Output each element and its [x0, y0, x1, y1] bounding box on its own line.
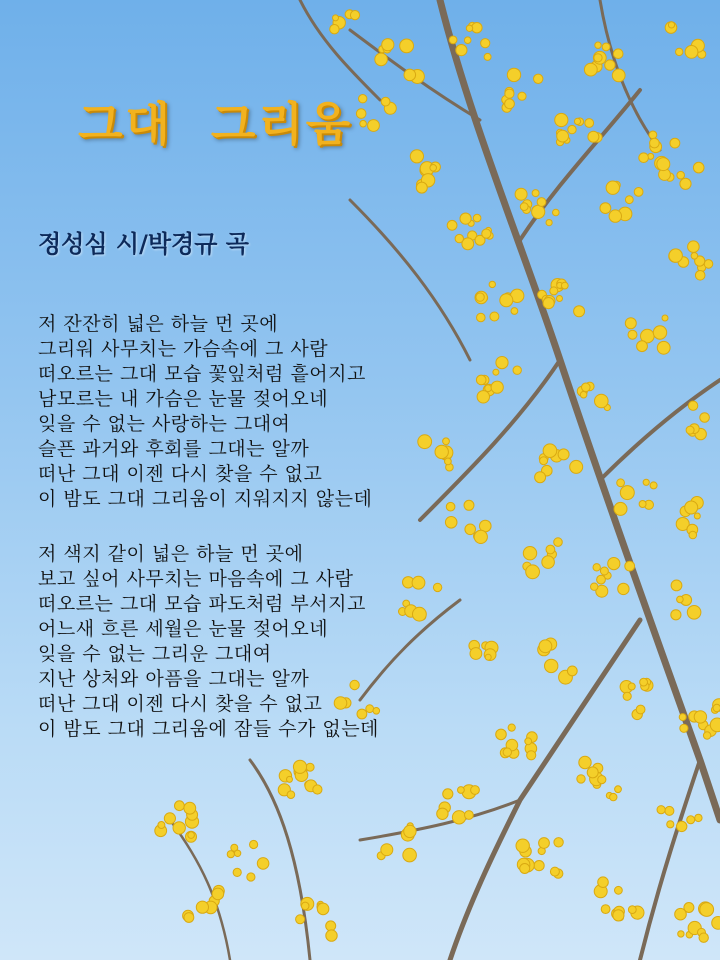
blossom-flower	[580, 391, 587, 398]
blossom-flower	[668, 22, 674, 28]
blossom-cluster	[377, 823, 416, 862]
blossom-cluster	[655, 156, 704, 189]
blossom-cluster	[496, 724, 538, 760]
blossom-cluster	[675, 902, 720, 943]
lyric-line: 이 밤도 그대 그리움이 지워지지 않는데	[38, 488, 373, 510]
blossom-flower	[247, 873, 255, 881]
blossom-flower	[458, 787, 465, 794]
blossom-cluster	[555, 113, 602, 145]
blossom-flower	[539, 838, 550, 849]
blossom-flower	[679, 714, 686, 721]
blossom-flower	[595, 42, 601, 48]
blossom-flower	[550, 287, 558, 295]
blossom-flower	[554, 538, 563, 547]
blossom-flower	[613, 49, 623, 59]
blossom-cluster	[686, 401, 709, 440]
blossom-flower	[513, 366, 521, 374]
blossom-flower	[473, 214, 481, 222]
blossom-flower	[481, 39, 490, 48]
blossom-flower	[175, 801, 185, 811]
blossom-flower	[534, 861, 544, 871]
lyric-line: 떠오르는 그대 모습 파도처럼 부서지고	[38, 593, 366, 615]
blossom-flower	[250, 840, 258, 848]
blossom-flower	[601, 905, 610, 914]
blossom-flower	[628, 906, 636, 914]
blossom-flower	[594, 54, 602, 62]
blossom-flower	[184, 802, 196, 814]
blossom-flower	[608, 558, 620, 570]
blossom-flower	[188, 832, 195, 839]
blossom-flower	[677, 596, 684, 603]
blossom-flower	[678, 931, 684, 937]
blossom-flower	[527, 751, 536, 760]
blossom-flower	[543, 298, 554, 309]
blossom-cluster	[591, 558, 635, 598]
blossom-flower	[460, 213, 471, 224]
blossom-flower	[680, 178, 691, 189]
blossom-flower	[628, 683, 635, 690]
blossom-flower	[484, 53, 491, 60]
blossom-flower	[700, 413, 710, 423]
blossom-flower	[430, 165, 437, 172]
blossom-flower	[359, 95, 367, 103]
blossom-flower	[710, 718, 720, 732]
blossom-flower	[403, 848, 417, 862]
blossom-flower	[464, 37, 471, 44]
blossom-flower	[676, 48, 683, 55]
blossom-flower	[637, 341, 648, 352]
blossom-flower	[526, 565, 540, 579]
blossom-flower	[689, 531, 697, 539]
blossom-flower	[535, 472, 546, 483]
blossom-flower	[452, 811, 465, 824]
blossom-flower	[500, 294, 513, 307]
lyric-line: 이 밤도 그대 그리움에 잠들 수가 없는데	[38, 718, 379, 740]
blossom-flower	[404, 825, 416, 837]
blossom-flower	[449, 36, 457, 44]
blossom-cluster	[437, 785, 480, 824]
blossom-flower	[330, 25, 339, 34]
blossom-flower	[356, 109, 366, 119]
blossom-flower	[657, 806, 665, 814]
blossom-cluster	[625, 315, 670, 354]
blossom-cluster	[669, 241, 713, 280]
lyric-line: 떠난 그대 이젠 다시 찾을 수 없고	[38, 693, 323, 715]
blossom-flower	[553, 209, 560, 216]
lyric-line: 저 색지 같이 넓은 하늘 먼 곳에	[38, 543, 304, 565]
blossom-flower	[639, 153, 649, 163]
blossom-flower	[657, 341, 670, 354]
blossom-flower	[511, 308, 518, 315]
blossom-flower	[375, 53, 388, 66]
lyrics-block	[38, 312, 498, 772]
blossom-flower	[561, 282, 568, 289]
blossom-flower	[675, 908, 687, 920]
blossom-flower	[368, 120, 380, 132]
blossom-flower	[550, 867, 559, 876]
blossom-flower	[588, 131, 599, 142]
blossom-cluster	[577, 382, 610, 411]
blossom-flower	[503, 748, 511, 756]
blossom-flower	[691, 253, 698, 260]
blossom-flower	[212, 888, 224, 900]
blossom-flower	[537, 198, 546, 207]
blossom-flower	[350, 11, 359, 20]
blossom-flower	[640, 678, 648, 686]
blossom-flower	[287, 776, 293, 782]
blossom-flower	[570, 460, 583, 473]
blossom-flower	[677, 171, 685, 179]
blossom-flower	[677, 821, 687, 831]
blossom-flower	[567, 666, 577, 676]
blossom-flower	[158, 822, 165, 829]
blossom-flower	[688, 401, 697, 410]
blossom-flower	[317, 903, 329, 915]
blossom-flower	[579, 756, 591, 768]
blossom-flower	[534, 74, 543, 83]
blossom-flower	[699, 933, 708, 942]
blossom-flower	[662, 315, 668, 321]
blossom-flower	[625, 561, 635, 571]
blossom-flower	[609, 210, 621, 222]
blossom-cluster	[155, 801, 199, 843]
blossom-flower	[593, 564, 600, 571]
blossom-flower	[568, 125, 576, 133]
blossom-cluster	[600, 181, 643, 222]
blossom-flower	[687, 816, 695, 824]
blossom-flower	[381, 844, 393, 856]
blossom-flower	[546, 220, 552, 226]
blossom-flower	[520, 203, 528, 211]
blossom-flower	[257, 858, 269, 870]
blossom-cluster	[375, 39, 425, 84]
blossom-flower	[602, 43, 610, 51]
blossom-flower	[618, 583, 629, 594]
blossom-flower	[539, 640, 552, 653]
blossom-flower	[542, 556, 555, 569]
blossom-flower	[404, 69, 416, 81]
blossom-flower	[636, 705, 645, 714]
blossom-flower	[466, 25, 472, 31]
blossom-flower	[686, 426, 694, 434]
lyric-line: 저 잔잔히 넓은 하늘 먼 곳에	[38, 313, 279, 335]
blossom-flower	[639, 501, 646, 508]
blossom-cluster	[183, 885, 225, 922]
blossom-flower	[585, 119, 594, 128]
song-title: 그대 그리움	[78, 97, 354, 151]
blossom-flower	[558, 449, 569, 460]
blossom-flower	[574, 306, 585, 317]
blossom-flower	[233, 868, 241, 876]
blossom-flower	[713, 704, 720, 711]
blossom-flower	[184, 913, 194, 923]
lyric-line: 보고 싶어 사무치는 마음속에 그 사람	[38, 568, 354, 590]
blossom-flower	[164, 813, 175, 824]
blossom-flower	[620, 486, 634, 500]
blossom-flower	[381, 97, 390, 106]
blossom-flower	[598, 776, 606, 784]
blossom-flower	[704, 260, 713, 269]
blossom-flower	[489, 281, 495, 287]
lyric-line: 떠난 그대 이젠 다시 찾을 수 없고	[38, 463, 323, 485]
blossom-flower	[443, 789, 453, 799]
song-credit: 정성심 시/박경규 곡	[38, 230, 249, 258]
blossom-flower	[471, 786, 480, 795]
blossom-cluster	[535, 444, 583, 483]
blossom-cluster	[676, 497, 703, 539]
lyric-line: 어느새 흐른 세월은 눈물 젖어오네	[38, 618, 329, 640]
blossom-flower	[196, 901, 208, 913]
blossom-flower	[287, 791, 295, 799]
blossom-flower	[326, 930, 337, 941]
blossom-flower	[693, 162, 704, 173]
blossom-flower	[410, 150, 423, 163]
blossom-flower	[591, 583, 598, 590]
blossom-flower	[688, 241, 700, 253]
blossom-flower	[670, 138, 680, 148]
blossom-flower	[545, 659, 558, 672]
blossom-flower	[173, 822, 185, 834]
blossom-cluster	[614, 479, 657, 516]
blossom-flower	[508, 724, 515, 731]
lyric-line: 지난 상처와 아픔을 그대는 알까	[38, 668, 310, 690]
verse-1	[38, 312, 498, 512]
blossom-flower	[472, 23, 482, 33]
blossom-cluster	[516, 838, 563, 879]
blossom-flower	[700, 903, 714, 917]
blossom-cluster	[410, 150, 440, 193]
blossom-flower	[597, 575, 606, 584]
blossom-flower	[447, 220, 457, 230]
blossom-flower	[584, 63, 597, 76]
blossom-flower	[628, 330, 637, 339]
blossom-flower	[523, 547, 536, 560]
blossom-cluster	[620, 678, 653, 719]
blossom-flower	[695, 814, 702, 821]
blossom-flower	[665, 806, 674, 815]
lyric-line: 잊을 수 없는 사랑하는 그대여	[38, 413, 291, 435]
blossom-flower	[669, 249, 682, 262]
blossom-flower	[301, 902, 309, 910]
blossom-cluster	[502, 68, 543, 112]
blossom-flower	[595, 394, 609, 408]
blossom-cluster	[330, 10, 360, 34]
blossom-cluster	[447, 213, 493, 250]
blossom-flower	[587, 767, 598, 778]
lyric-line: 슬픈 과거와 후회를 그대는 알까	[38, 438, 310, 460]
blossom-flower	[456, 45, 467, 56]
blossom-flower	[574, 118, 580, 124]
blossom-flower	[518, 92, 526, 100]
blossom-flower	[625, 318, 636, 329]
blossom-flower	[680, 724, 688, 732]
blossom-flower	[482, 229, 491, 238]
blossom-flower	[515, 188, 527, 200]
blossom-flower	[532, 190, 539, 197]
blossom-flower	[687, 606, 701, 620]
blossom-flower	[476, 293, 484, 301]
blossom-flower	[540, 457, 548, 465]
blossom-flower	[600, 567, 608, 575]
blossom-flower	[694, 513, 700, 519]
blossom-flower	[650, 482, 657, 489]
blossom-cluster	[577, 756, 622, 801]
blossom-flower	[650, 138, 660, 148]
blossom-flower	[382, 39, 394, 51]
blossom-flower	[532, 205, 545, 218]
blossom-flower	[712, 917, 720, 930]
blossom-flower	[505, 99, 515, 109]
blossom-cluster	[227, 840, 269, 881]
blossom-flower	[416, 182, 427, 193]
blossom-flower	[516, 839, 529, 852]
blossom-flower	[671, 610, 681, 620]
lyric-line: 남모르는 내 가슴은 눈물 젖어오네	[38, 388, 329, 410]
blossom-flower	[360, 120, 367, 127]
blossom-flower	[613, 910, 624, 921]
blossom-flower	[671, 580, 682, 591]
blossom-flower	[505, 89, 514, 98]
blossom-flower	[612, 69, 625, 82]
blossom-flower	[437, 808, 448, 819]
blossom-flower	[234, 850, 240, 856]
blossom-cluster	[671, 580, 701, 620]
blossom-flower	[606, 181, 619, 194]
verse-2	[38, 542, 498, 742]
blossom-flower	[600, 203, 611, 214]
blossom-flower	[615, 886, 623, 894]
blossom-cluster	[594, 877, 644, 921]
blossom-flower	[667, 821, 674, 828]
blossom-flower	[546, 545, 555, 554]
blossom-cluster	[538, 638, 577, 684]
blossom-flower	[625, 196, 633, 204]
blossom-flower	[605, 60, 615, 70]
blossom-cluster	[679, 699, 720, 740]
blossom-flower	[400, 39, 414, 53]
blossom-flower	[634, 188, 643, 197]
blossom-flower	[623, 692, 631, 700]
blossom-flower	[649, 131, 657, 139]
blossom-flower	[555, 113, 568, 126]
blossom-flower	[557, 296, 563, 302]
blossom-flower	[617, 479, 625, 487]
blossom-flower	[525, 738, 532, 745]
blossom-flower	[333, 15, 339, 21]
blossom-flower	[598, 877, 609, 888]
blossom-cluster	[356, 95, 396, 132]
blossom-flower	[543, 444, 557, 458]
blossom-flower	[685, 501, 698, 514]
blossom-flower	[507, 68, 520, 81]
blossom-flower	[685, 46, 698, 59]
blossom-cluster	[584, 42, 625, 82]
blossom-flower	[653, 326, 666, 339]
blossom-flower	[455, 234, 463, 242]
lyric-line: 그리워 사무치는 가슴속에 그 사람	[38, 338, 329, 360]
blossom-flower	[695, 271, 705, 281]
blossom-flower	[313, 785, 322, 794]
blossom-flower	[557, 130, 569, 142]
blossom-flower	[694, 711, 706, 723]
blossom-flower	[227, 851, 234, 858]
blossom-flower	[520, 864, 530, 874]
blossom-flower	[577, 775, 585, 783]
blossom-flower	[326, 921, 336, 931]
blossom-flower	[554, 838, 563, 847]
blossom-flower	[615, 786, 622, 793]
blossom-flower	[610, 793, 617, 800]
blossom-cluster	[296, 897, 338, 941]
lyric-line: 떠오르는 그대 모습 꽃잎처럼 흩어지고	[38, 363, 366, 385]
blossom-flower	[296, 915, 305, 924]
blossom-cluster	[665, 22, 706, 59]
blossom-flower	[614, 502, 627, 515]
blossom-flower	[657, 158, 670, 171]
lyric-line: 잊을 수 없는 그리운 그대여	[38, 643, 272, 665]
blossom-flower	[703, 732, 710, 739]
blossom-flower	[582, 383, 591, 392]
blossom-flower	[465, 811, 474, 820]
blossom-cluster	[523, 538, 563, 579]
blossom-flower	[643, 479, 649, 485]
